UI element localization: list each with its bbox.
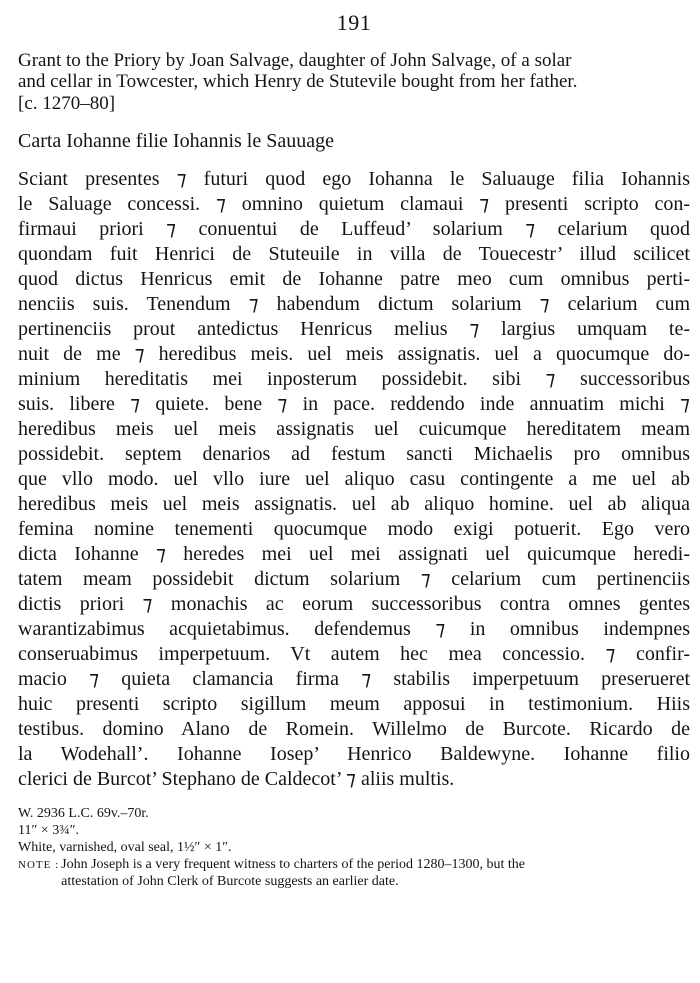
charter-line: firmaui priori ⁊ conuentui de Luffeud’ solarium ⁊ celarium quod [18,218,690,240]
charter-line: quondam fuit Henrici de Stuteuile in villa de Touecestr’ illud scilicet [18,243,690,265]
charter-line: dictis priori ⁊ monachis ac eorum successoribus contra omnes gentes [18,593,690,615]
archival-reference: W. 2936 L.C. 69v.–70r. [18,806,149,821]
charter-line: warantizabimus acquietabimus. defendemus ⁊ in omnibus indempnes [18,618,690,640]
charter-line: heredibus meis uel meis assignatis. uel ab aliquo homine. uel ab aliqua [18,493,690,515]
note-text [61,856,525,890]
charter-line: tatem meam possidebit dictum solarium ⁊ celarium cum pertinenciis [18,568,690,590]
archival-size: 11″ × 3¾″. [18,823,80,838]
note-label: NOTE : [18,859,60,871]
archival-notes [18,805,690,890]
note-line: attestation of John Clerk of Burcote suggests an earlier date. [61,874,399,889]
charter-line: possidebit. septem denarios ad festum sancti Michaelis pro omnibus [18,443,690,465]
charter-line: Sciant presentes ⁊ futuri quod ego Iohanna le Saluauge filia Iohannis [18,168,690,190]
charter-line: le Saluage concessi. ⁊ omnino quietum clamaui ⁊ presenti scripto con- [18,193,690,215]
charter-line: femina nomine tenementi quocumque modo exigi potuerit. Ego vero [18,518,690,540]
document-page [18,0,690,890]
charter-summary [18,50,690,92]
charter-line: nuit de me ⁊ heredibus meis. uel meis assignatis. uel a quocumque do- [18,343,690,365]
summary-line: Grant to the Priory by Joan Salvage, daughter of John Salvage, of a solar [18,50,572,71]
charter-title: Carta Iohanne filie Iohannis le Sauuage [18,130,334,152]
charter-line: heredibus meis uel meis assignatis uel cuicumque hereditatem meam [18,418,690,440]
date-note: [c. 1270–80] [18,93,116,114]
charter-line: nenciis suis. Tenendum ⁊ habendum dictum solarium ⁊ celarium cum [18,293,690,315]
charter-line: suis. libere ⁊ quiete. bene ⁊ in pace. reddendo inde annuatim michi ⁊ [18,393,690,415]
charter-text [18,167,690,792]
note-line: John Joseph is a very frequent witness to charters of the period 1280–1300, but the [61,857,525,872]
charter-line: la Wodehall’. Iohanne Iosep’ Henrico Baldewyne. Iohanne filio [18,743,690,765]
charter-line: clerici de Burcot’ Stephano de Caldecot’ ⁊ aliis multis. [18,768,455,790]
charter-line: huic presenti scripto sigillum meum apposui in testimonium. Hiis [18,693,690,715]
charter-line: pertinenciis prout antedictus Henricus melius ⁊ largius umquam te- [18,318,690,340]
charter-line: dicta Iohanne ⁊ heredes mei uel mei assignati uel quicumque heredi- [18,543,690,565]
charter-line: quod dictus Henricus emit de Iohanne patre meo cum omnibus perti- [18,268,690,290]
charter-line: que vllo modo. uel vllo iure uel aliquo casu contingente a me uel ab [18,468,690,490]
charter-line: testibus. domino Alano de Romein. Willelmo de Burcote. Ricardo de [18,718,690,740]
charter-line: minium hereditatis mei inposterum possidebit. sibi ⁊ successoribus [18,368,690,390]
page-number: 191 [336,10,372,35]
archival-seal: White, varnished, oval seal, 1½″ × 1″. [18,840,232,855]
editorial-note [18,856,690,890]
summary-line: and cellar in Towcester, which Henry de Stutevile bought from her father. [18,71,578,92]
charter-line: macio ⁊ quieta clamancia firma ⁊ stabilis imperpetuum preserueret [18,668,690,690]
charter-line: conseruabimus imperpetuum. Vt autem hec mea concessio. ⁊ confir- [18,643,690,665]
